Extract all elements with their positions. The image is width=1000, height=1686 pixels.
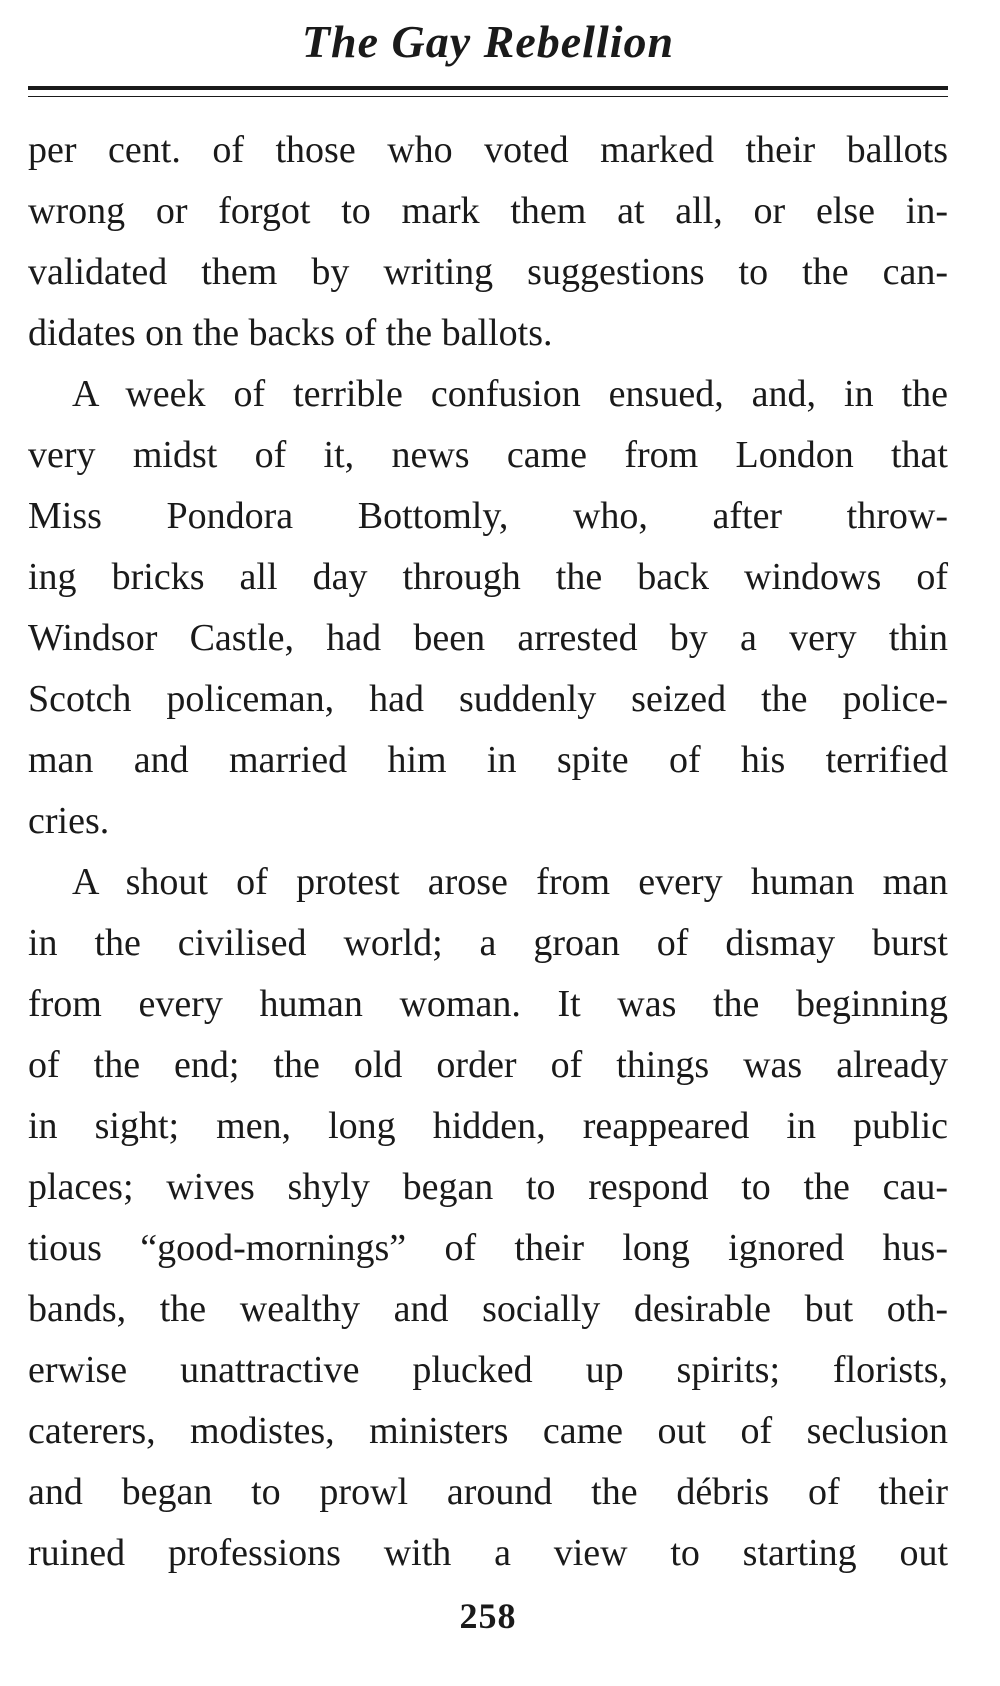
text-line: places; wives shyly began to respond to the cau-	[28, 1166, 948, 1208]
text-line: validated them by writing suggestions to the can-	[28, 251, 948, 293]
text-line: ruined professions with a view to starting out	[28, 1532, 948, 1574]
text-line: Windsor Castle, had been arrested by a very thin	[28, 617, 948, 659]
running-head: The Gay Rebellion	[301, 16, 675, 67]
text-line: cries.	[28, 800, 110, 842]
paragraph-1	[28, 120, 948, 364]
page-number: 258	[459, 1596, 517, 1636]
text-line: Scotch policeman, had suddenly seized the police-	[28, 678, 948, 720]
text-line: per cent. of those who voted marked their ballots	[28, 129, 948, 171]
text-line: and began to prowl around the débris of their	[28, 1471, 948, 1513]
text-line: ing bricks all day through the back windows of	[28, 556, 948, 598]
text-line: erwise unattractive plucked up spirits; florists,	[28, 1349, 948, 1391]
text-line: bands, the wealthy and socially desirable but oth-	[28, 1288, 948, 1330]
text-line: A shout of protest arose from every human man	[72, 861, 948, 903]
text-line: wrong or forgot to mark them at all, or else in-	[28, 190, 948, 232]
text-line: in the civilised world; a groan of dismay burst	[28, 922, 948, 964]
paragraph-3	[28, 852, 948, 1584]
text-line: of the end; the old order of things was already	[28, 1044, 948, 1086]
text-line: tious “good-mornings” of their long ignored hus-	[28, 1227, 948, 1269]
text-line: didates on the backs of the ballots.	[28, 312, 553, 354]
text-line: very midst of it, news came from London that	[28, 434, 948, 476]
text-line: man and married him in spite of his terrified	[28, 739, 948, 781]
text-line: in sight; men, long hidden, reappeared in public	[28, 1105, 948, 1147]
text-line: from every human woman. It was the beginning	[28, 983, 948, 1025]
text-line: caterers, modistes, ministers came out of seclusion	[28, 1410, 948, 1452]
text-line: A week of terrible confusion ensued, and, in the	[72, 373, 948, 415]
paragraph-2	[28, 364, 948, 852]
header-rule-thick	[28, 86, 948, 90]
header-rule-thin	[28, 96, 948, 97]
text-line: Miss Pondora Bottomly, who, after throw-	[28, 495, 948, 537]
body-text	[28, 120, 948, 1584]
